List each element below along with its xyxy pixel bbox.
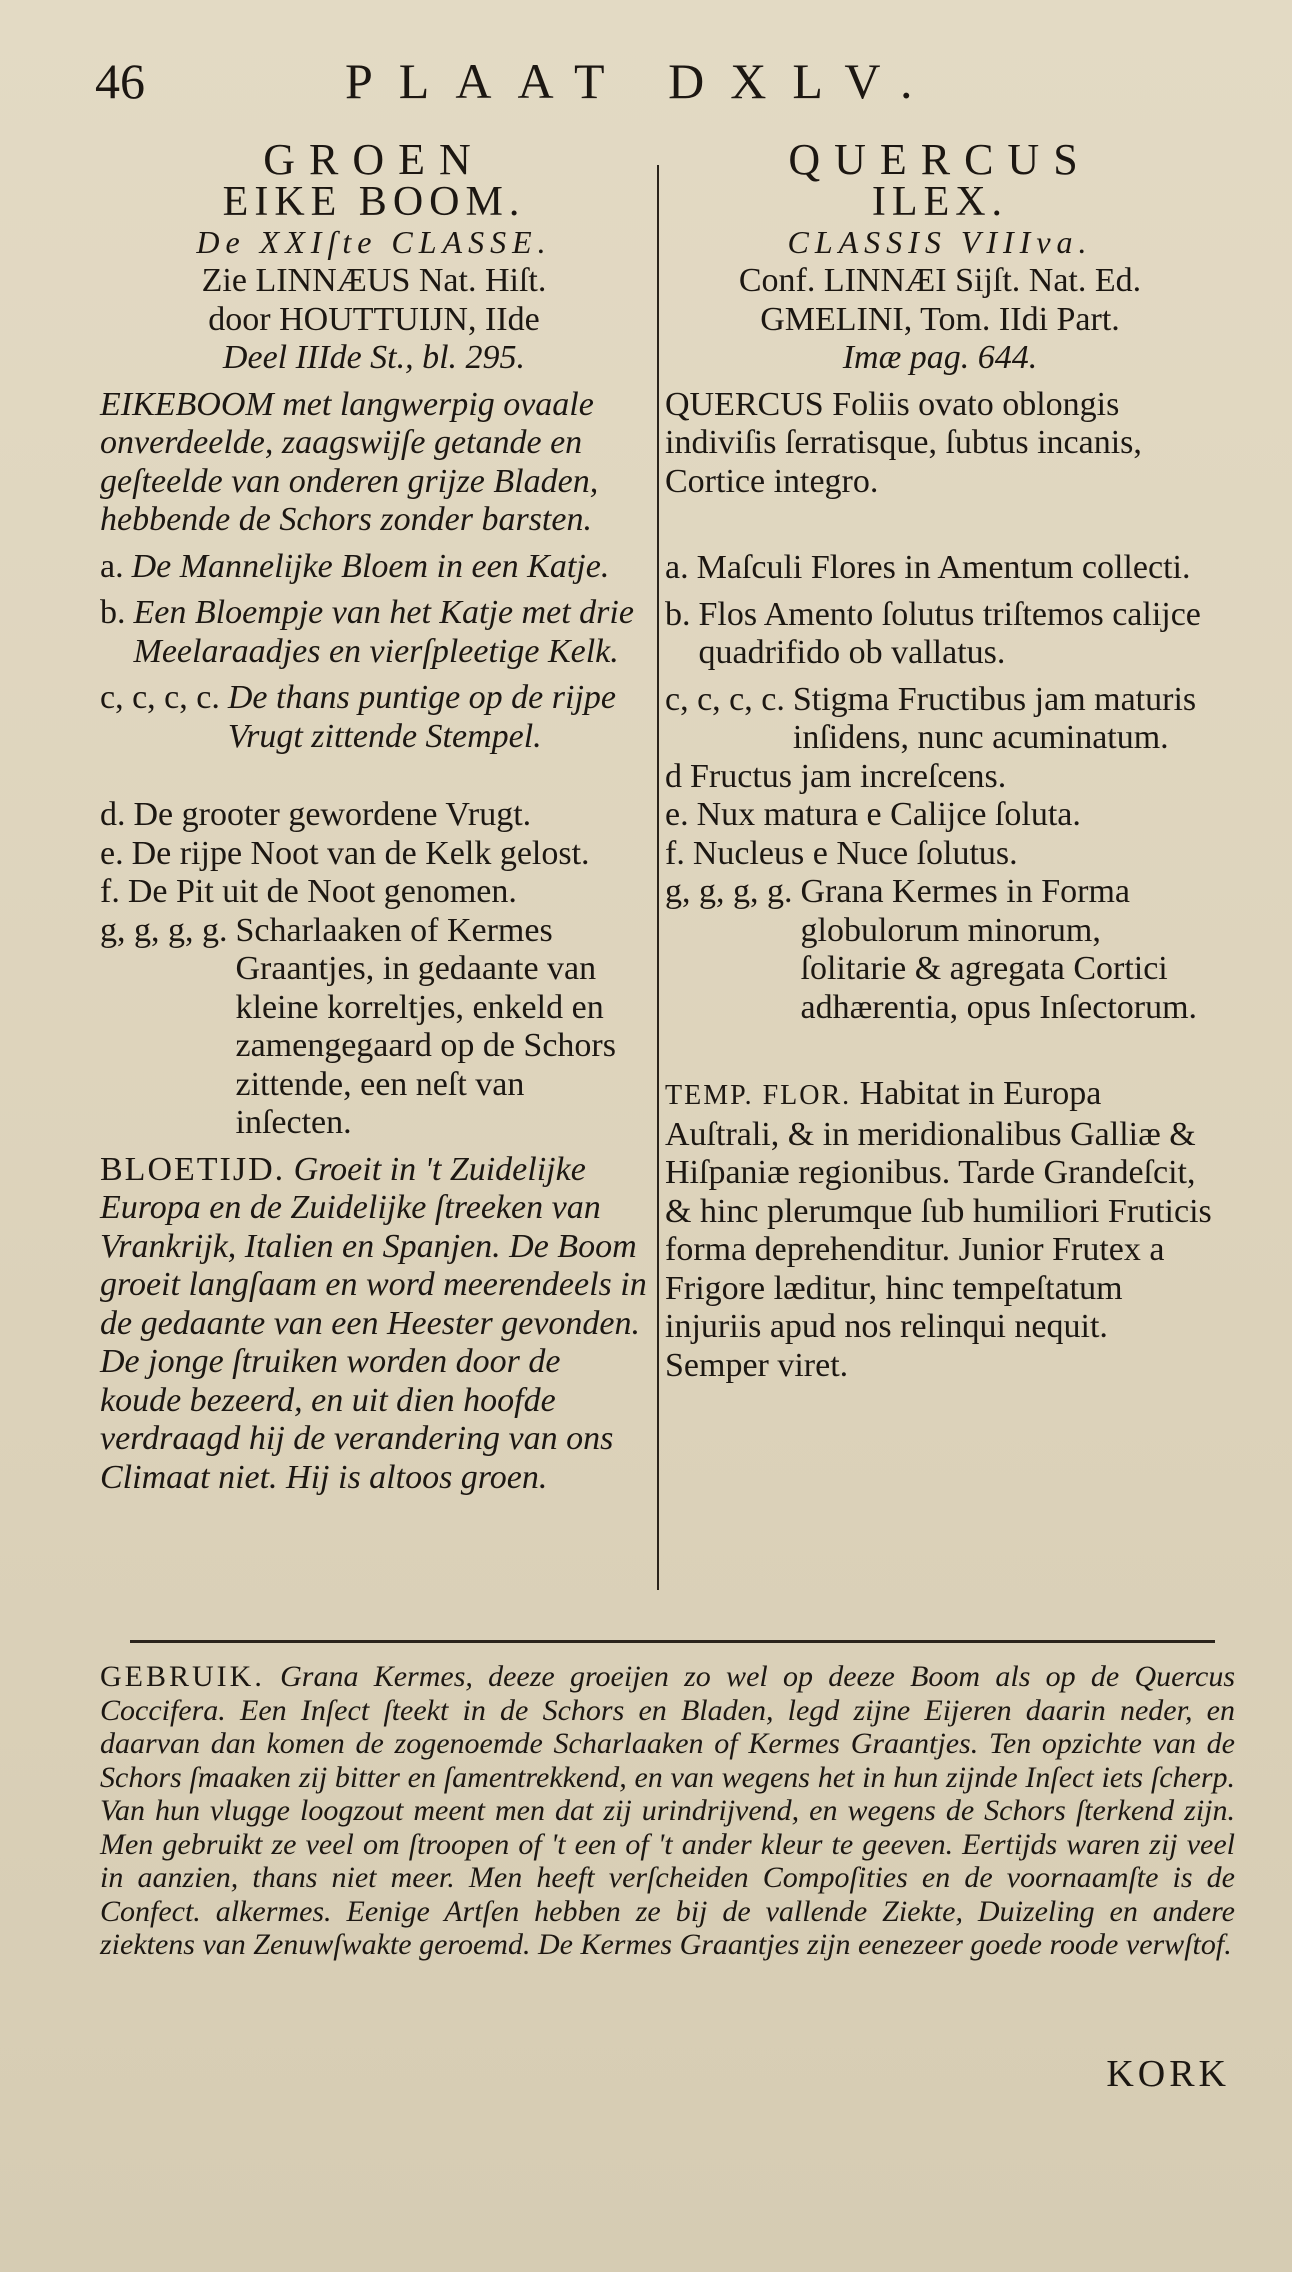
usage-text: Grana Kermes, deeze groeijen zo wel op deeze Boom als op de Quercus Coccifera. Een Inſect ſteekt in de Schors en Bladen, legd zijne Eijeren daarin neder, en daarvan dan komen de zogenoemde Scharlaaken of Kermes Graantjes. Ten opzichte van de Schors ſmaaken zij bitter en ſamentrekkend, en van wegens het in hun zijnde Inſect iets ſcherp. Van hun vlugge loogzout meent men dat zij urindrijvend, en wegens de Schors ſterkend zijn. Men gebruikt ze veel om ſtroopen of 't een of 't ander kleur te geeven. Eertijds waren zij veel in aanzien, thans niet meer. Men heeft verſcheiden Compoſities en de voornaamſte is de Confect. alkermes. Eenige Artſen hebben ze bij de vallende Ziekte, Duizeling en andere ziektens van Zenuwſwakte geroemd. De Kermes Graantjes zijn eenezeer goede roode verwſtof.: [100, 1660, 1235, 1961]
latin-item-f: f. Nucleus e Nuce ſolutus.: [665, 834, 1018, 872]
usage-label: GEBRUIK.: [100, 1660, 265, 1693]
dutch-item-g: g, g, g, g. Scharlaaken of Kermes Graantjes, in gedaante van kleine korreltjes, enkeld en zamengegaard op de Schors zittende, een neſt van inſecten.: [100, 911, 616, 1141]
latin-reference-3: Imæ pag. 644.: [842, 339, 1038, 376]
latin-class: CLASSIS VIIIva.: [787, 224, 1093, 260]
column-divider: [657, 165, 659, 1590]
latin-item-b: b. Flos Amento ſolutus triſtemos calijce quadrifido ob vallatus.: [665, 595, 1201, 671]
dutch-title-line1: GROEN: [263, 135, 485, 184]
latin-item-a: a. Maſculi Flores in Amentum collecti.: [665, 549, 1191, 586]
latin-reference-2: GMELINI, Tom. IIdi Part.: [760, 300, 1120, 338]
dutch-item-a: a. De Mannelijke Bloem in een Katje.: [100, 547, 610, 585]
latin-item-c: c, c, c, c. Stigma Fructibus jam maturis inſidens, nunc acuminatum.: [665, 680, 1197, 756]
bloom-time-label: BLOETIJD.: [100, 1150, 286, 1188]
dutch-column: [100, 135, 648, 1497]
section-rule: [130, 1640, 1215, 1643]
dutch-item-b: b. Een Bloempje van het Katje met drie Meelaraadjes en vierſpleetige Kelk.: [100, 594, 634, 670]
dutch-reference-1: Zie LINNÆUS Nat. Hiſt.: [201, 262, 547, 299]
dutch-class: De XXIſte CLASSE.: [196, 224, 552, 260]
usage-paragraph: [100, 1660, 1235, 1962]
latin-reference-1: Conf. LINNÆI Sijſt. Nat. Ed.: [738, 262, 1142, 299]
dutch-reference-2: door HOUTTUIJN, IIde: [208, 300, 540, 338]
latin-description: QUERCUS Foliis ovato oblongis indiviſis ſerratisque, ſubtus incanis, Cortice integro.: [665, 385, 1142, 500]
flowering-time-text: Habitat in Europa Auſtrali, & in meridionalibus Galliæ & Hiſpaniæ regionibus. Tarde Grandeſcit, & hinc plerumque ſub humiliori Fruticis forma deprehenditur. Junior Frutex a Frigore læditur, hinc tempeſtatum injuriis apud nos relinqui nequit. Semper viret.: [665, 1075, 1212, 1384]
latin-flowering-time: [665, 1075, 1215, 1385]
catchword: KORK: [1106, 2053, 1230, 2095]
dutch-reference-3: Deel IIIde St., bl. 295.: [222, 339, 526, 376]
latin-title-line1: QUERCUS: [788, 135, 1092, 184]
dutch-item-f: f. De Pit uit de Noot genomen.: [100, 873, 517, 910]
latin-title-line2: ILEX.: [871, 179, 1009, 225]
latin-item-d: d Fructus jam increſcens.: [665, 757, 1007, 795]
latin-column: [665, 135, 1215, 1385]
dutch-title-line2: EIKE BOOM.: [222, 179, 526, 225]
bloom-time-text: Groeit in 't Zuidelijke Europa en de Zuidelijke ſtreeken van Vrankrijk, Italien en Spanjen. De Boom groeit langſaam en word meerendeels in de gedaante van een Heester gevonden. De jonge ſtruiken worden door de koude bezeerd, en uit dien hoofde verdraagd hij de verandering van ons Climaat niet. Hij is altoos groen.: [100, 1150, 647, 1496]
page-number: 46: [95, 53, 145, 109]
dutch-item-e: e. De rijpe Noot van de Kelk gelost.: [100, 834, 590, 872]
latin-item-g: g, g, g, g. Grana Kermes in Forma globulorum minorum, ſolitarie & agregata Cortici adhærentia, opus Inſectorum.: [665, 873, 1198, 1026]
dutch-description: EIKEBOOM met langwerpig ovaale onverdeelde, zaagswijſe getande en geſteelde van onderen grijze Bladen, hebbende de Schors zonder barsten.: [100, 385, 599, 538]
plate-title: PLAAT DXLV.: [345, 53, 939, 109]
flowering-time-label: TEMP. FLOR.: [665, 1080, 852, 1111]
dutch-item-c: c, c, c, c. De thans puntige op de rijpe Vrugt zittende Stempel.: [100, 679, 616, 755]
dutch-item-d: d. De grooter gewordene Vrugt.: [100, 796, 532, 833]
latin-item-e: e. Nux matura e Calijce ſoluta.: [665, 796, 1081, 833]
dutch-bloom-time: [100, 1151, 648, 1498]
page-header: [95, 52, 1215, 112]
